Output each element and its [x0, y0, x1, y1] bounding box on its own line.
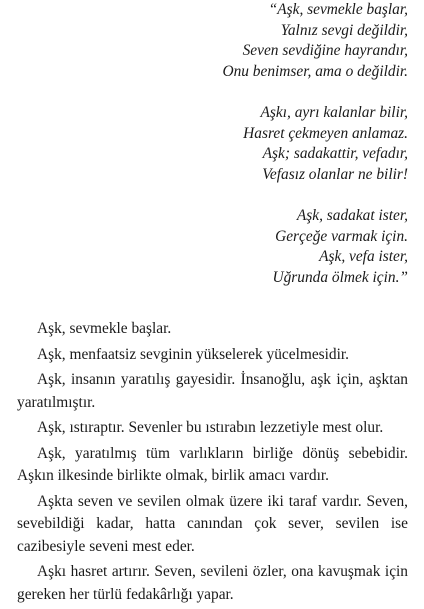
paragraph: Aşk, menfaatsiz sevginin yükselerek yücelmesidir. [37, 345, 350, 363]
poem-stanza-3 [222, 206, 408, 288]
body-text [17, 318, 408, 609]
poem-line: Aşk, sadakat ister, [296, 207, 408, 224]
poem-line: Yalnız sevgi değildir, [280, 21, 408, 39]
paragraph: Aşkı hasret artırır. Seven, sevileni özler, ona kavuşmak için gereken her türlü fedakârlığı yapar. [17, 563, 408, 603]
poem-stanza-1 [222, 0, 408, 82]
poem-line: Aşkı, ayrı kalanlar bilir, [260, 104, 408, 121]
paragraph: Aşk, insanın yaratılış gayesidir. İnsanoğlu, aşk için, aşktan yaratılmıştır. [17, 371, 408, 411]
poem-line: Hasret çekmeyen anlamaz. [243, 124, 408, 142]
paragraph: Aşk, ıstıraptır. Sevenler bu ıstırabın lezzetiyle mest olur. [37, 419, 384, 436]
poem [222, 0, 408, 309]
paragraph: Aşk, yaratılmış tüm varlıkların birliğe dönüş sebebidir. Aşkın ilkesinde birlikte olmak, birlik amacı vardır. [17, 444, 408, 484]
poem-stanza-2 [222, 103, 408, 185]
poem-line: Seven sevdiğine hayrandır, [242, 42, 408, 59]
paragraph: Aşkta seven ve sevilen olmak üzere iki taraf vardır. Seven, sevebildiği kadar, hatta canından çok sever, sevilen ise cazibesiyle seveni mest eder. [17, 492, 408, 555]
poem-line: Gerçeğe varmak için. [275, 227, 408, 245]
poem-line: “Aşk, sevmekle başlar, [268, 1, 408, 18]
paragraph: Aşk, sevmekle başlar. [37, 320, 172, 337]
poem-line: Aşk; sadakattir, vefadır, [262, 145, 408, 162]
poem-line: Aşk, vefa ister, [319, 248, 408, 265]
poem-line: Uğrunda ölmek için.” [272, 268, 408, 286]
poem-line: Onu benimser, ama o değildir. [222, 62, 408, 80]
poem-line: Vefasız olanlar ne bilir! [262, 165, 408, 183]
